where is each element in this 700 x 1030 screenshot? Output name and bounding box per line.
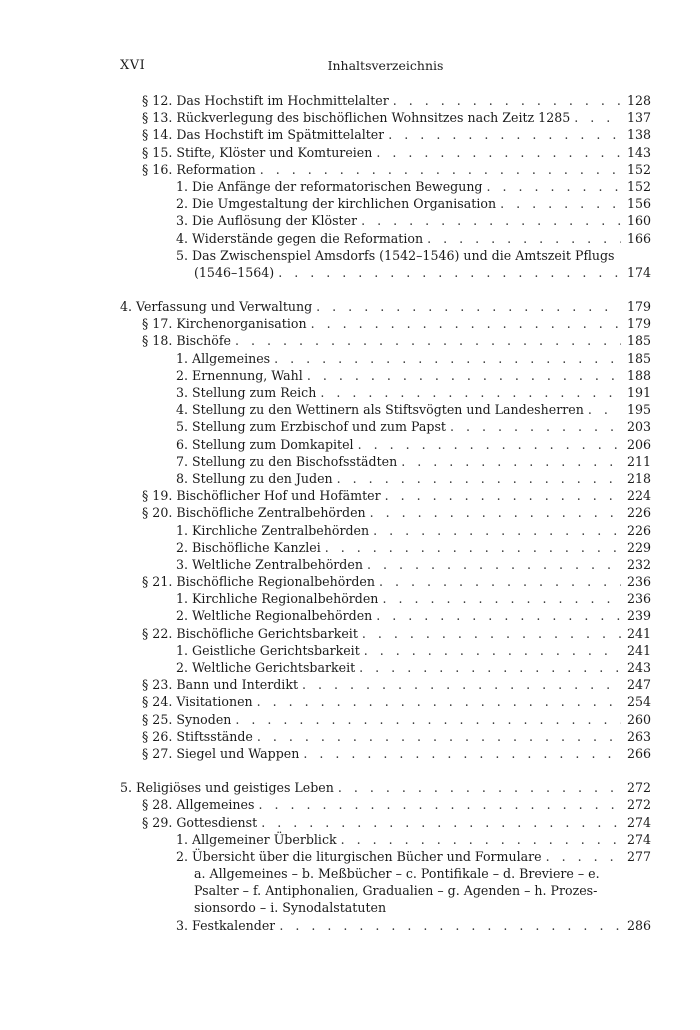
toc-entry-title: 1. Allgemeines (176, 350, 271, 366)
toc-entry-page: 160 (626, 213, 651, 229)
toc-entry-page: 236 (626, 591, 651, 607)
toc-entry (120, 418, 651, 435)
table-of-contents (120, 92, 651, 934)
toc-entry-title: 5. Das Zwischenspiel Amsdorfs (1542–1546) und die Amtszeit Pflugs (176, 247, 615, 263)
toc-entry-page: 137 (626, 110, 651, 126)
toc-entry (120, 539, 651, 556)
toc-entry (120, 504, 651, 521)
running-title: Inhaltsverzeichnis (327, 58, 444, 73)
toc-entry-page: 138 (626, 127, 651, 143)
dot-leader (364, 642, 621, 659)
toc-entry-title: 5. Stellung zum Erzbischof und zum Papst (176, 419, 446, 435)
toc-entry-page: 179 (626, 316, 651, 332)
toc-entry-title: § 12. Das Hochstift im Hochmittelalter (142, 93, 389, 108)
toc-entry-page: 277 (626, 848, 651, 864)
toc-entry-title: § 27. Siegel und Wappen (142, 745, 300, 761)
toc-entry (120, 607, 651, 624)
dot-leader (257, 693, 621, 710)
toc-entry-page: 191 (626, 385, 651, 400)
toc-entry-title: § 22. Bischöfliche Gerichtsbarkeit (142, 625, 358, 641)
toc-entry (120, 367, 651, 384)
toc-entry-title: § 13. Rückverlegung des bischöflichen Wohnsitzes nach Zeitz 1285 (142, 110, 571, 126)
toc-entry-page: 247 (626, 677, 651, 693)
toc-entry-title: § 20. Bischöfliche Zentralbehörden (142, 505, 366, 521)
toc-entry-title: § 16. Reformation (142, 161, 256, 177)
toc-entry (120, 642, 651, 659)
toc-entry-page: 254 (626, 694, 651, 710)
dot-leader (316, 298, 621, 315)
dot-leader (487, 178, 622, 195)
toc-entry (120, 436, 651, 453)
dot-leader (382, 590, 621, 607)
toc-entry-page: 174 (626, 264, 651, 280)
toc-entry (120, 865, 651, 882)
toc-entry (120, 676, 651, 693)
toc-entry (120, 573, 651, 590)
dot-leader (311, 315, 621, 332)
toc-entry-title: § 23. Bann und Interdikt (142, 677, 299, 693)
toc-entry-title: 7. Stellung zu den Bischofsstädten (176, 453, 398, 469)
dot-leader (325, 539, 621, 556)
toc-entry (120, 384, 651, 401)
dot-leader (258, 796, 621, 813)
toc-entry (120, 711, 651, 728)
dot-leader (303, 745, 621, 762)
dot-leader (367, 556, 621, 573)
dot-leader (450, 418, 621, 435)
toc-entry-title: Psalter – f. Antiphonalien, Gradualien – g. Agenden – h. Prozes- (194, 883, 598, 899)
toc-entry-title: a. Allgemeines – b. Meßbücher – c. Pontifikale – d. Breviere – e. (194, 866, 600, 882)
toc-entry-title: 2. Ernennung, Wahl (176, 367, 303, 383)
dot-leader (338, 779, 621, 796)
toc-entry-title: 4. Stellung zu den Wettinern als Stiftsvögten und Landesherren (176, 402, 584, 418)
dot-leader (302, 676, 621, 693)
toc-entry-title: (1546–1564) (194, 264, 275, 280)
toc-entry-title: 4. Widerstände gegen die Reformation (176, 230, 424, 246)
toc-entry-title: 1. Kirchliche Zentralbehörden (176, 522, 370, 538)
toc-entry-title: 6. Stellung zum Domkapitel (176, 436, 354, 452)
toc-entry (120, 230, 651, 247)
toc-entry-title: § 17. Kirchenorganisation (142, 316, 307, 332)
toc-entry-title: 1. Die Anfänge der reformatorischen Bewegung (176, 178, 483, 194)
dot-leader (278, 264, 621, 281)
toc-entry-page: 226 (626, 505, 651, 521)
toc-entry (120, 796, 651, 813)
toc-entry (120, 693, 651, 710)
dot-leader (274, 350, 621, 367)
toc-entry-title: 5. Religiöses und geistiges Leben (120, 780, 334, 796)
toc-entry (120, 315, 651, 332)
toc-entry (120, 247, 651, 264)
toc-entry-page: 166 (626, 230, 651, 246)
toc-entry-page: 274 (626, 831, 651, 847)
dot-leader (362, 625, 621, 642)
toc-entry (120, 144, 651, 161)
dot-leader (361, 212, 621, 229)
toc-entry-title: 2. Die Umgestaltung der kirchlichen Organisation (176, 196, 497, 212)
toc-entry-page: 128 (626, 93, 651, 108)
toc-entry (120, 195, 651, 212)
dot-leader (307, 367, 621, 384)
toc-entry (120, 556, 651, 573)
toc-entry-page: 274 (626, 814, 651, 830)
toc-entry-page: 226 (626, 522, 651, 538)
toc-entry-page: 211 (626, 453, 651, 469)
dot-leader (235, 332, 621, 349)
toc-entry-title: 3. Die Auflösung der Klöster (176, 213, 358, 229)
toc-entry-page: 272 (626, 780, 651, 796)
dot-leader (320, 384, 621, 401)
toc-entry-title: § 15. Stifte, Klöster und Komtureien (142, 144, 373, 160)
dot-leader (385, 487, 621, 504)
toc-entry-page: 203 (626, 419, 651, 435)
toc-entry-page: 195 (626, 402, 651, 418)
dot-leader (588, 401, 621, 418)
dot-leader (376, 607, 621, 624)
toc-entry-title: 2. Weltliche Gerichtsbarkeit (176, 660, 356, 675)
toc-entry (120, 848, 651, 865)
toc-entry-page: 218 (626, 470, 651, 486)
toc-entry (120, 831, 651, 848)
toc-entry-page: 241 (626, 625, 651, 641)
dot-leader (401, 453, 621, 470)
toc-entry-title: 1. Geistliche Gerichtsbarkeit (176, 642, 360, 658)
toc-entry-title: sionsordo – i. Synodalstatuten (194, 900, 387, 916)
dot-leader (257, 728, 621, 745)
dot-leader (546, 848, 621, 865)
toc-entry (120, 212, 651, 229)
toc-entry-page: 185 (626, 333, 651, 349)
toc-entry-page: 239 (626, 608, 651, 624)
dot-leader (279, 917, 621, 934)
dot-leader (337, 470, 621, 487)
page-header (120, 58, 651, 78)
dot-leader (261, 814, 621, 831)
page-number: XVI (120, 58, 146, 73)
dot-leader (359, 659, 621, 676)
toc-entry-title: 1. Allgemeiner Überblick (176, 831, 337, 847)
toc-entry (120, 470, 651, 487)
toc-entry-title: § 29. Gottesdienst (142, 814, 258, 830)
toc-entry-title: § 21. Bischöfliche Regionalbehörden (142, 574, 375, 590)
toc-entry (120, 264, 651, 281)
toc-entry-page: 152 (626, 178, 651, 194)
toc-entry (120, 899, 651, 916)
toc-entry (120, 453, 651, 470)
toc-entry (120, 109, 651, 126)
toc-entry-page: 263 (626, 728, 651, 744)
dot-leader (370, 504, 621, 521)
toc-entry-page: 272 (626, 797, 651, 813)
toc-entry-page: 286 (626, 917, 651, 933)
toc-entry-page: 243 (626, 660, 651, 675)
toc-entry-page: 266 (626, 745, 651, 761)
dot-leader (427, 230, 621, 247)
dot-leader (376, 144, 621, 161)
toc-entry-title: 2. Bischöfliche Kanzlei (176, 539, 321, 555)
toc-entry-title: § 26. Stiftsstände (142, 728, 253, 744)
toc-entry (120, 298, 651, 315)
toc-entry-title: 3. Stellung zum Reich (176, 385, 317, 400)
toc-entry-page: 236 (626, 574, 651, 590)
toc-entry (120, 178, 651, 195)
dot-leader (379, 573, 621, 590)
toc-entry (120, 401, 651, 418)
toc-entry-page: 224 (626, 488, 651, 504)
toc-entry-title: 8. Stellung zu den Juden (176, 470, 333, 486)
toc-entry-title: 1. Kirchliche Regionalbehörden (176, 591, 379, 607)
toc-entry-title: 3. Festkalender (176, 917, 276, 933)
toc-entry-page: 156 (626, 196, 651, 212)
toc-entry-title: § 28. Allgemeines (142, 797, 255, 813)
toc-entry (120, 728, 651, 745)
dot-leader (260, 161, 621, 178)
toc-entry (120, 917, 651, 934)
toc-entry (120, 779, 651, 796)
dot-leader (341, 831, 621, 848)
toc-entry (120, 332, 651, 349)
toc-entry-page: 229 (626, 539, 651, 555)
toc-entry (120, 126, 651, 143)
toc-entry (120, 161, 651, 178)
toc-entry-title: § 19. Bischöflicher Hof und Hofämter (142, 488, 381, 504)
toc-entry-title: 2. Weltliche Regionalbehörden (176, 608, 373, 624)
toc-entry (120, 522, 651, 539)
dot-leader (373, 522, 621, 539)
dot-leader (235, 711, 621, 728)
toc-entry-page: 206 (626, 436, 651, 452)
dot-leader (574, 109, 621, 126)
toc-entry (120, 882, 651, 899)
toc-entry-page: 188 (626, 367, 651, 383)
toc-entry-title: § 18. Bischöfe (142, 333, 231, 349)
toc-entry (120, 625, 651, 642)
toc-entry-title: § 24. Visitationen (142, 694, 253, 710)
toc-entry-page: 241 (626, 642, 651, 658)
toc-entry (120, 350, 651, 367)
dot-leader (388, 126, 621, 143)
toc-entry (120, 659, 651, 676)
toc-entry-title: § 25. Synoden (142, 711, 232, 727)
toc-entry-title: 2. Übersicht über die liturgischen Bücher und Formulare (176, 848, 542, 864)
toc-entry-title: 4. Verfassung und Verwaltung (120, 299, 313, 315)
toc-entry-page: 143 (626, 144, 651, 160)
toc-entry (120, 92, 651, 109)
toc-entry (120, 487, 651, 504)
toc-entry-title: 3. Weltliche Zentralbehörden (176, 556, 363, 572)
toc-entry (120, 745, 651, 762)
toc-entry-page: 179 (626, 299, 651, 315)
toc-entry-title: § 14. Das Hochstift im Spätmittelalter (142, 127, 385, 143)
toc-entry-page: 152 (626, 161, 651, 177)
toc-entry-page: 232 (626, 556, 651, 572)
dot-leader (358, 436, 621, 453)
toc-entry-page: 260 (626, 711, 651, 727)
toc-entry (120, 814, 651, 831)
toc-entry-page: 185 (626, 350, 651, 366)
dot-leader (393, 92, 621, 109)
dot-leader (500, 195, 621, 212)
toc-entry (120, 590, 651, 607)
